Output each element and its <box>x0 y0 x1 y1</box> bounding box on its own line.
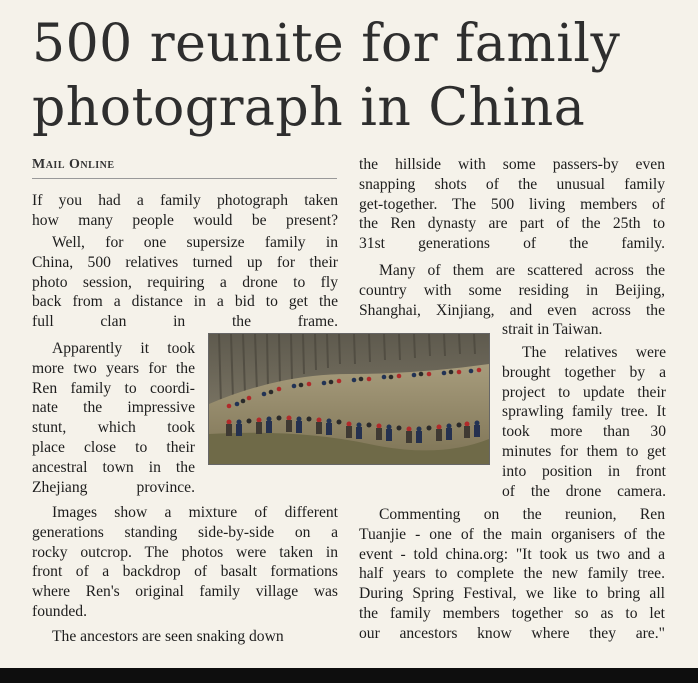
text-line: strait in Taiwan. <box>502 321 603 338</box>
text-line: front of a backdrop of basalt formations <box>32 563 338 581</box>
text-line: Tuanjie - one of the main organisers of the <box>359 525 665 543</box>
text-line: the Ren dynasty are part of the 25th to <box>359 215 665 233</box>
text-line: half years to complete the new family tree. <box>359 565 665 583</box>
text-line: our ancestors know where they are." <box>359 624 665 642</box>
text-line: founded. <box>32 602 87 620</box>
text-line: sprawling family tree. It <box>502 403 666 421</box>
text-line: rocky outcrop. The photos were taken in <box>32 543 338 561</box>
text-line: of the drone camera. <box>502 482 666 500</box>
text-line: back from a distance in a bid to get the <box>32 293 338 311</box>
text-line: Shanghai, Xinjiang, and even across the <box>359 301 665 319</box>
family-photo-image <box>209 334 489 464</box>
text-line: snapping shots of the unusual family <box>359 175 665 193</box>
text-line: The relatives were <box>522 344 666 361</box>
text-line: Ren family to coordi- <box>32 379 195 397</box>
text-line: Many of them are scattered across the <box>379 262 665 279</box>
text-line: Well, for one supersize family in <box>52 234 338 251</box>
col1-paragraph-3 <box>32 339 195 497</box>
text-line: Zhejiang province. <box>32 478 195 496</box>
text-line: ancestral town in the <box>32 458 195 476</box>
col2-paragraph-2 <box>359 261 665 320</box>
text-line: place close to their <box>32 438 195 456</box>
text-line: where Ren's original family village was <box>32 583 338 601</box>
text-line: brought together by a <box>502 363 666 381</box>
text-line: the family members together so as to let <box>359 604 665 622</box>
text-line: country with some residing in Beijing, <box>359 281 665 299</box>
text-line: generations standing side-by-side on a <box>32 523 338 541</box>
col1-paragraph-1 <box>32 191 338 231</box>
text-line: The ancestors are seen snaking down <box>52 628 284 645</box>
text-line: full clan in the frame. <box>32 313 338 331</box>
text-line: the hillside with some passers-by even <box>359 156 665 173</box>
text-line: how many people would be present? <box>32 211 338 229</box>
col2-paragraph-2-end <box>502 320 667 340</box>
text-line: During Spring Festival, we like to bring all <box>359 585 665 603</box>
col1-paragraph-4 <box>32 503 338 622</box>
text-line: stunt, which took <box>32 419 195 437</box>
col2-paragraph-3 <box>502 343 666 501</box>
family-photo <box>208 333 490 465</box>
headline-line-2: photograph in China <box>32 78 586 138</box>
byline: Mail Online <box>32 157 115 172</box>
text-line: minutes for them to get <box>502 442 666 460</box>
text-line: If you had a family photograph taken <box>32 192 338 209</box>
headline-line-1: 500 reunite for family <box>32 14 621 74</box>
text-line: China, 500 relatives turned up for their <box>32 253 338 271</box>
headline <box>32 12 672 140</box>
col1-paragraph-5 <box>32 627 338 647</box>
text-line: photo session, requiring a drone to fly <box>32 273 338 291</box>
col1-paragraph-2 <box>32 233 338 332</box>
text-line: Commenting on the reunion, Ren <box>379 506 665 523</box>
text-line: Images show a mixture of different <box>52 504 338 521</box>
text-line: 31st generations of the family. <box>359 235 665 253</box>
text-line: project to update their <box>502 383 666 401</box>
text-line: get-together. The 500 living members of <box>359 195 665 213</box>
text-line: into position in front <box>502 462 666 480</box>
byline-divider <box>32 178 337 179</box>
col2-paragraph-1 <box>359 155 665 254</box>
col2-paragraph-4 <box>359 505 665 644</box>
text-line: more two years for the <box>32 359 195 377</box>
bottom-bar <box>0 668 698 683</box>
text-line: event - told china.org: "It took us two and a <box>359 545 665 563</box>
text-line: took more than 30 <box>502 423 666 441</box>
text-line: Apparently it took <box>52 340 195 357</box>
text-line: nate the impressive <box>32 399 195 417</box>
